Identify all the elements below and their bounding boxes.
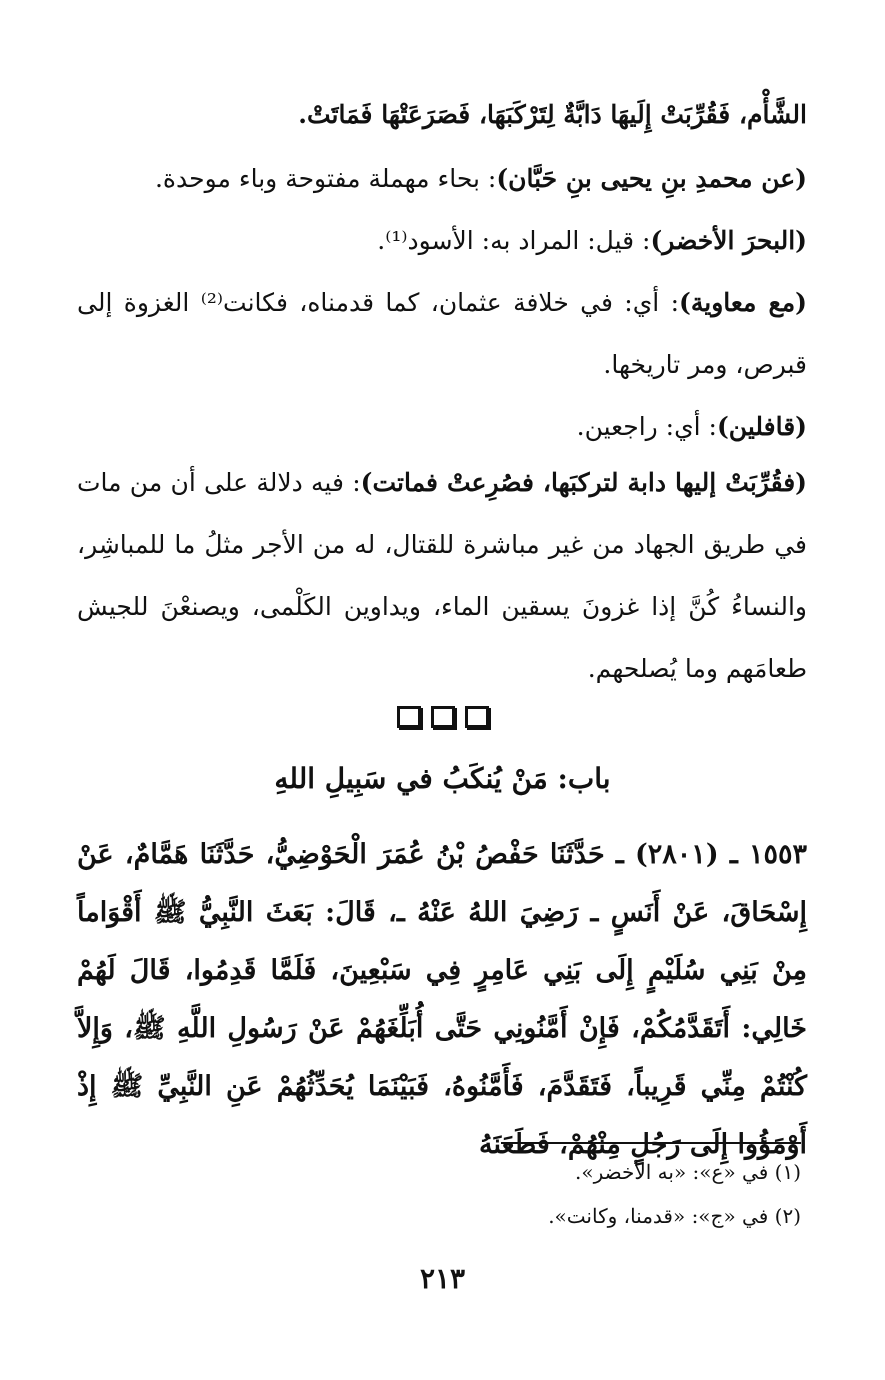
commentary-paragraph-2: [77, 148, 807, 210]
commentary-term: (فقُرِّبَتْ إليها دابة لتركبَها، فصُرِعتْ فماتت): [360, 468, 807, 497]
commentary-paragraph-4: [77, 272, 807, 396]
hadith-text: ١٥٥٣ ـ (٢٨٠١) ـ حَدَّثَنَا حَفْصُ بْنُ عُمَرَ الْحَوْضِيُّ، حَدَّثَنَا هَمَّامٌ، عَنْ إِسْحَاقَ، عَنْ أَنَسٍ ـ رَضِيَ اللهُ عَنْهُ ـ، قَالَ: بَعَثَ النَّبِيُّ ﷺ أَقْوَاماً مِنْ بَنِي سُلَيْمٍ إِلَى بَنِي عَامِرٍ فِي سَبْعِينَ، فَلَمَّا قَدِمُوا، قَالَ لَهُمْ خَالِي: أَتَقَدَّمُكُمْ، فَإِنْ أَمَّنُونِي حَتَّى أُبَلِّغَهُمْ عَنْ رَسُولِ اللَّهِ ﷺ، وَإِلاَّ كُنْتُمْ مِنِّي قَرِيباً، فَتَقَدَّمَ، فَأَمَّنُوهُ، فَبَيْنَمَا يُحَدِّثُهُمْ عَنِ النَّبِيِّ ﷺ إِذْ أَوْمَؤُوا إِلَى رَجُلٍ مِنْهُمْ، فَطَعَنَهُ: [77, 839, 807, 1160]
separator-square-icon: [397, 706, 421, 728]
commentary-text: : فيه دلالة على أن من مات في طريق الجهاد من غير مباشرة للقتال، له من الأجر مثلُ ما للمباشِر، والنساءُ كُنَّ إذا غزونَ يسقين الماء، ويداوين الكَلْمى، ويصنعْنَ للجيش طعامَهم وما يُصلحهم.: [77, 468, 807, 683]
footnote-divider: [501, 1142, 801, 1144]
chapter-title: باب: مَنْ يُنكَبُ في سَبِيلِ اللهِ: [274, 762, 611, 795]
commentary-term: (قافلين): [716, 412, 807, 441]
commentary-paragraph-3: [77, 210, 807, 272]
commentary-term: (عن محمدِ بنِ يحيى بنِ حَبَّان): [496, 164, 807, 193]
commentary-paragraph-6: [77, 452, 807, 700]
commentary-term: (مع معاوية): [679, 288, 808, 317]
commentary-text: : قيل: المراد به: الأسود⁽¹⁾.: [377, 226, 651, 255]
commentary-text: : بحاء مهملة مفتوحة وباء موحدة.: [154, 164, 497, 193]
commentary-paragraph-5: [77, 396, 807, 458]
section-separator: [397, 706, 489, 728]
separator-square-icon: [465, 706, 489, 728]
separator-square-icon: [431, 706, 455, 728]
commentary-term: (البحرَ الأخضر): [650, 226, 807, 255]
footnote-1: (١) في «ع»: «به الأخضر».: [575, 1160, 801, 1184]
commentary-text: : أي: راجعين.: [576, 412, 717, 441]
page-number: ٢١٣: [419, 1262, 466, 1295]
commentary-text: الشَّأْم، فَقُرِّبَتْ إِلَيهَا دَابَّةٌ لِتَرْكَبَهَا، فَصَرَعَتْهَا فَمَاتَتْ.: [298, 100, 807, 129]
commentary-text: : أي: في خلافة عثمان، كما قدمناه، فكانت⁽²⁾ الغزوة إلى قبرص، ومر تاريخها.: [77, 288, 807, 379]
commentary-line-1: [77, 84, 807, 146]
footnote-2: (٢) في «ج»: «قدمنا، وكانت».: [548, 1204, 801, 1228]
